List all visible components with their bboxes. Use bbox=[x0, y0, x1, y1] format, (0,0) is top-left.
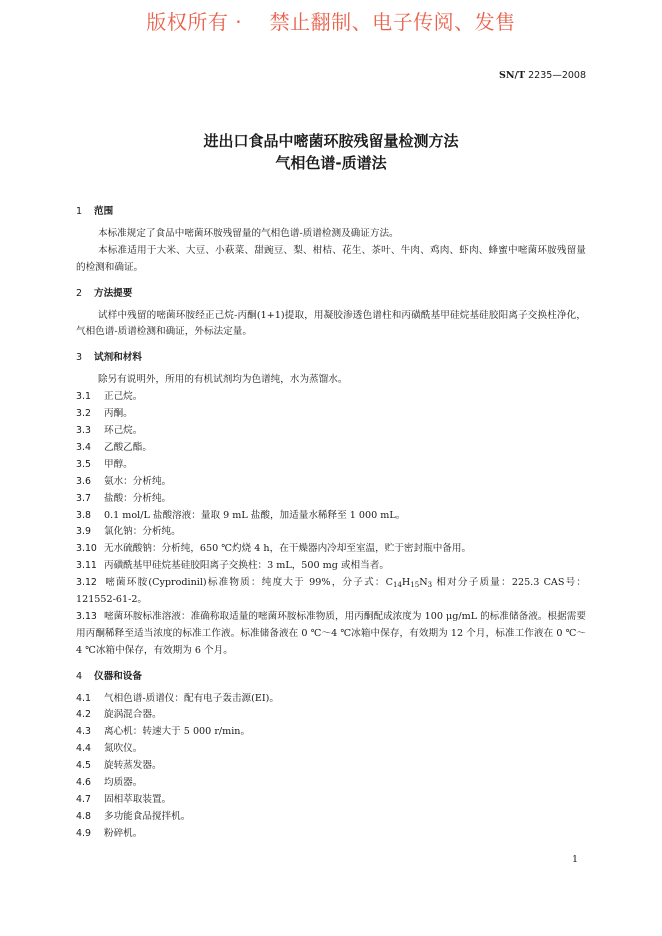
section-3-paragraph-1: 除另有说明外，所用的有机试剂均为色谱纯，水为蒸馏水。 bbox=[98, 374, 348, 386]
section-number: 2 bbox=[76, 287, 83, 299]
section-2-paragraph-1: 试样中残留的嘧菌环胺经正己烷-丙酮(1+1)提取，用凝胶渗透色谱柱和丙磺酰基甲硅烷基硅胶阳离子交换柱净化，气相色谱-质谱检测和确证，外标法定量。 bbox=[76, 309, 586, 338]
item-text: 固相萃取装置。 bbox=[104, 794, 172, 805]
title-line-1: 进出口食品中嘧菌环胺残留量检测方法 bbox=[203, 132, 459, 150]
list-item bbox=[76, 691, 586, 708]
item-text: 正己烷。 bbox=[104, 391, 143, 403]
item-number: 3.1 bbox=[76, 391, 91, 403]
section-number: 3 bbox=[76, 352, 83, 364]
item-text: 旋涡混合器。 bbox=[104, 709, 162, 721]
item-number: 3.10 bbox=[76, 543, 97, 555]
list-item bbox=[76, 741, 586, 758]
document-body bbox=[76, 204, 586, 843]
item-text: 多功能食品搅拌机。 bbox=[104, 810, 191, 822]
item-number: 4.1 bbox=[76, 692, 91, 704]
item-text: 气相色谱-质谱仪：配有电子轰击源(EI)。 bbox=[104, 692, 280, 704]
item-text: H bbox=[401, 577, 411, 589]
section-title: 范围 bbox=[94, 206, 114, 217]
section-title: 试剂和材料 bbox=[94, 352, 142, 364]
section-1-paragraph-1: 本标准规定了食品中嘧菌环胺残留量的气相色谱-质谱检测及确证方法。 bbox=[98, 227, 399, 239]
item-number: 3.9 bbox=[76, 526, 91, 538]
formula-subscript: 14 bbox=[393, 581, 402, 590]
list-item bbox=[76, 389, 586, 406]
list-item bbox=[76, 558, 586, 575]
item-number: 4.2 bbox=[76, 709, 91, 721]
item-text: N bbox=[419, 577, 428, 589]
list-item bbox=[76, 474, 586, 491]
item-text: 粉碎机。 bbox=[104, 827, 143, 839]
page-number: 1 bbox=[571, 854, 578, 865]
item-number: 3.4 bbox=[76, 441, 91, 453]
section-number: 4 bbox=[76, 670, 83, 682]
item-text: 嘧菌环胺(Cyprodinil)标准物质：纯度大于 99%，分子式：C bbox=[104, 577, 393, 589]
list-item bbox=[76, 406, 586, 423]
list-item bbox=[76, 809, 586, 826]
item-text: 无水硫酸钠：分析纯，650 ℃灼烧 4 h，在干燥器内冷却至室温，贮于密封瓶中备用。 bbox=[104, 543, 472, 555]
list-item bbox=[76, 541, 586, 558]
item-number: 3.3 bbox=[76, 424, 91, 436]
section-title: 仪器和设备 bbox=[94, 670, 142, 682]
copyright-watermark: 版权所有 · 禁止翻制、电子传阅、发售 bbox=[146, 10, 516, 34]
item-number: 4.6 bbox=[76, 777, 91, 789]
list-item-standard-solution bbox=[76, 609, 586, 660]
item-text: 离心机：转速大于 5 000 r/min。 bbox=[104, 726, 251, 738]
list-item bbox=[76, 524, 586, 541]
item-number: 3.8 bbox=[76, 509, 91, 521]
item-text: 氨水：分析纯。 bbox=[104, 475, 172, 487]
document-title bbox=[0, 130, 662, 174]
item-text: 相对分子质量：225.3 CAS号：121552-61-2。 bbox=[76, 577, 586, 606]
list-item bbox=[76, 826, 586, 843]
item-text: 嘧菌环胺标准溶液：准确称取适量的嘧菌环胺标准物质，用丙酮配成浓度为 100 μg/mL 的标准储备液。根据需要用丙酮稀释至适当浓度的标准工作液。标准储备液在 0 ℃～4 ℃冰箱中保存，有效期为 12 个月，标准工作液在 0 ℃～4 ℃冰箱中保存，有效期为 6 个月。 bbox=[76, 610, 586, 656]
item-text: 丙磺酰基甲硅烷基硅胶阳离子交换柱：3 mL，500 mg 或相当者。 bbox=[104, 560, 389, 572]
item-number: 4.9 bbox=[76, 827, 91, 839]
formula-subscript: 15 bbox=[410, 581, 420, 590]
item-number: 3.7 bbox=[76, 492, 91, 504]
item-number: 4.8 bbox=[76, 810, 91, 822]
standard-code bbox=[499, 70, 586, 81]
standard-code-prefix: SN/T bbox=[499, 70, 526, 81]
list-item-reference-standard bbox=[76, 575, 586, 609]
list-item bbox=[76, 440, 586, 457]
formula-subscript: 3 bbox=[427, 581, 433, 590]
item-text: 氯化钠：分析纯。 bbox=[104, 526, 181, 538]
section-1-paragraph-2: 本标准适用于大米、大豆、小萩菜、甜豌豆、梨、柑桔、花生、茶叶、牛肉、鸡肉、虾肉、蜂蜜中嘧菌环胺残留量的检测和确证。 bbox=[76, 244, 586, 273]
item-number: 4.7 bbox=[76, 794, 91, 805]
item-number: 3.5 bbox=[76, 458, 91, 470]
item-text: 丙酮。 bbox=[104, 408, 133, 420]
item-number: 4.5 bbox=[76, 760, 91, 772]
list-item bbox=[76, 491, 586, 508]
list-item bbox=[76, 758, 586, 775]
section-1-heading bbox=[76, 204, 586, 221]
item-text: 甲醇。 bbox=[104, 458, 133, 470]
standard-code-number: 2235—2008 bbox=[528, 70, 586, 81]
item-text: 旋转蒸发器。 bbox=[104, 760, 162, 772]
item-text: 氮吹仪。 bbox=[104, 743, 143, 755]
item-number: 4.3 bbox=[76, 726, 91, 738]
list-item bbox=[76, 423, 586, 440]
list-item bbox=[76, 775, 586, 792]
item-text: 环己烷。 bbox=[104, 424, 143, 436]
item-text: 均质器。 bbox=[104, 777, 143, 789]
section-2-heading bbox=[76, 286, 586, 303]
list-item bbox=[76, 457, 586, 474]
list-item bbox=[76, 792, 586, 809]
section-title: 方法提要 bbox=[94, 287, 133, 299]
title-line-2: 气相色谱-质谱法 bbox=[275, 154, 387, 172]
item-number: 3.2 bbox=[76, 408, 91, 420]
item-number: 4.4 bbox=[76, 743, 91, 755]
list-item bbox=[76, 707, 586, 724]
item-number: 3.6 bbox=[76, 475, 91, 487]
section-3-heading bbox=[76, 350, 586, 367]
section-number: 1 bbox=[76, 206, 83, 217]
section-4-heading bbox=[76, 669, 586, 686]
list-item bbox=[76, 724, 586, 741]
list-item bbox=[76, 508, 586, 525]
item-text: 0.1 mol/L 盐酸溶液：量取 9 mL 盐酸，加适量水稀释至 1 000 mL。 bbox=[104, 509, 406, 521]
item-text: 乙酸乙酯。 bbox=[104, 441, 152, 453]
item-number: 3.11 bbox=[76, 560, 97, 572]
item-number: 3.13 bbox=[76, 610, 97, 622]
item-text: 盐酸：分析纯。 bbox=[104, 492, 172, 504]
item-number: 3.12 bbox=[76, 577, 97, 589]
